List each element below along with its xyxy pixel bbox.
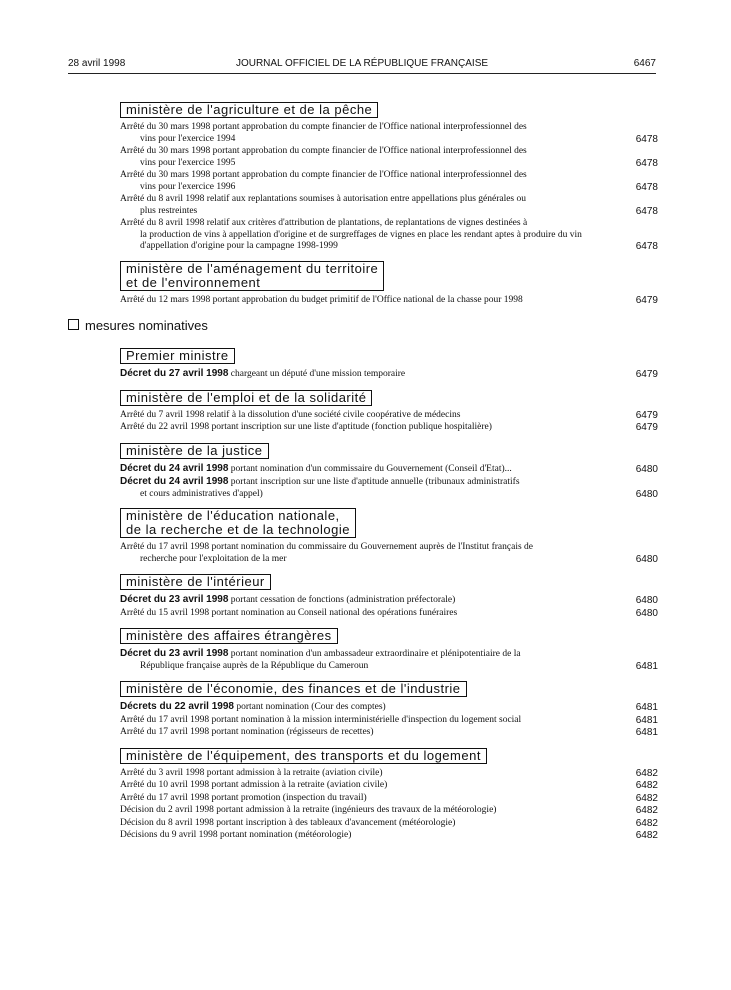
entry-text (120, 701, 606, 714)
section-title-box (120, 508, 356, 538)
entry-page-number: 6479 (635, 409, 658, 421)
section-title-line: ministère de l'emploi et de la solidarité (126, 389, 367, 405)
entry-main-text: portant inscription sur une liste d'aptitude annuelle (tribunaux administratifs (228, 477, 520, 487)
entry-text (120, 463, 606, 476)
entry-page-number: 6478 (635, 133, 658, 145)
entry-text (120, 830, 606, 842)
section-title-box (120, 681, 467, 697)
section-title-box (120, 102, 378, 118)
section-title-line: ministère de l'économie, des finances et de l'industrie (126, 681, 461, 696)
summary-entry (68, 122, 658, 145)
summary-entry (68, 218, 658, 253)
entry-main-text: Arrêté du 17 avril 1998 portant nomination à la mission interministérielle d'inspection du logement social (120, 714, 522, 725)
entry-main-text: portant nomination (Cour des comptes) (233, 702, 386, 712)
entry-main-text: Arrêté du 8 avril 1998 relatif aux critères d'attribution de plantations, de replantations de vignes destinées à (120, 218, 528, 228)
summary-entry (68, 648, 658, 672)
section-ministere-de-l-economie-des-finances-et- (68, 680, 658, 739)
entry-continuation: vins pour l'exercice 1996 (140, 181, 236, 192)
entry-main-text: Décision du 8 avril 1998 portant inscription à des tableaux d'avancement (météorologie) (120, 817, 456, 828)
section-title-line: ministère de l'agriculture et de la pêche (126, 102, 373, 117)
summary-entry (68, 768, 658, 780)
section-title-box (120, 348, 235, 364)
entry-page-number: 6479 (635, 294, 658, 306)
section-title-line: ministère des affaires étrangères (126, 628, 332, 643)
section-ministere-des-affaires-etrangeres (68, 627, 658, 672)
entry-text (120, 542, 606, 565)
summary-content (68, 101, 658, 850)
section-ministere-de-l-interieur (68, 573, 658, 619)
summary-entry (68, 793, 658, 805)
section-title-line: ministère de l'aménagement du territoire (126, 260, 379, 276)
summary-entry (68, 194, 658, 217)
section-ministere-de-la-justice (68, 442, 658, 501)
summary-entry (68, 780, 658, 792)
entry-text (120, 218, 606, 253)
entry-text (120, 410, 606, 422)
entry-main-text: Décisions du 9 avril 1998 portant nomination (météorologie) (120, 830, 352, 840)
entry-page-number: 6478 (635, 157, 658, 169)
entry-main-text: chargeant un député d'une mission temporaire (228, 369, 406, 379)
summary-entry (68, 830, 658, 842)
entry-bold-lead: Décret du 23 avril 1998 (120, 594, 229, 605)
entry-text (120, 768, 606, 780)
summary-entry (68, 368, 658, 381)
entry-text (120, 146, 606, 169)
section-title-line: ministère de la justice (126, 442, 263, 458)
entry-main-text: Décision du 2 avril 1998 portant admission à la retraite (ingénieurs des travaux de la météorologie) (120, 805, 497, 815)
entry-page-number: 6481 (635, 727, 658, 738)
entry-text (120, 476, 606, 500)
entry-main-text: portant nomination d'un commissaire du Gouvernement (Conseil d'Etat)... (228, 463, 512, 474)
section-title-box (120, 261, 384, 291)
entry-main-text: Arrêté du 12 mars 1998 portant approbation du budget primitif de l'Office national de la chasse pour 1998 (120, 294, 523, 305)
entry-main-text: portant cessation de fonctions (administration préfectorale) (228, 595, 456, 605)
entry-main-text: Arrêté du 10 avril 1998 portant admission à la retraite (aviation civile) (120, 780, 388, 790)
section-ministere-de-l-amenagement-du-territoire (68, 261, 658, 307)
mesures-title: mesures nominatives (85, 318, 208, 333)
entry-text (120, 715, 606, 727)
summary-entry (68, 476, 658, 500)
entry-page-number: 6480 (635, 463, 658, 475)
entry-text (120, 648, 606, 672)
entry-page-number: 6478 (635, 205, 658, 217)
entry-page-number: 6479 (635, 369, 658, 380)
summary-entry (68, 422, 658, 434)
mesures-nominatives-heading (68, 318, 658, 333)
entry-main-text: Arrêté du 22 avril 1998 portant inscription sur une liste d'aptitude (fonction publique hospitalière) (120, 422, 492, 432)
entry-continuation: et cours administratives d'appel) (140, 488, 263, 499)
summary-entry (68, 410, 658, 422)
entry-text (120, 780, 606, 792)
entry-page-number: 6482 (635, 805, 658, 816)
entry-main-text: Arrêté du 15 avril 1998 portant nomination au Conseil national des opérations funéraires (120, 607, 458, 618)
section-title-line: et de l'environnement (126, 274, 261, 290)
entry-continuation: recherche pour l'exploitation de la mer (140, 553, 287, 564)
summary-entry (68, 146, 658, 169)
entry-page-number: 6481 (635, 660, 658, 672)
page-header (68, 58, 656, 72)
entry-page-number: 6482 (635, 767, 658, 779)
section-ministere-de-l-equipement-des-transports (68, 747, 658, 842)
summary-entry (68, 727, 658, 739)
section-title-line: ministère de l'éducation nationale, (126, 508, 340, 523)
header-rule (68, 73, 656, 74)
entry-main-text: Arrêté du 30 mars 1998 portant approbation du compte financier de l'Office national interprofessionnel des (120, 146, 527, 156)
summary-entry (68, 542, 658, 565)
entry-continuation: plus restreintes (140, 205, 198, 216)
summary-entry (68, 805, 658, 817)
summary-entry (68, 715, 658, 727)
section-title-line: de la recherche et de la technologie (126, 522, 350, 537)
entry-continuation: vins pour l'exercice 1994 (140, 133, 236, 144)
entry-page-number: 6478 (635, 181, 658, 193)
summary-entry (68, 170, 658, 193)
nominative-sections (68, 347, 658, 842)
entry-main-text: Arrêté du 7 avril 1998 relatif à la dissolution d'une société civile coopérative de médecins (120, 409, 461, 420)
entry-text (120, 594, 606, 607)
entry-bold-lead: Décrets du 22 avril 1998 (120, 701, 234, 712)
header-page-number: 6467 (633, 58, 656, 69)
summary-entry (68, 818, 658, 830)
entry-page-number: 6482 (635, 792, 658, 804)
entry-text (120, 295, 606, 307)
entry-bold-lead: Décret du 24 avril 1998 (120, 476, 229, 487)
entry-main-text: Arrêté du 30 mars 1998 portant approbation du compte financier de l'Office national interprofessionnel des (120, 122, 527, 132)
entry-main-text: Arrêté du 8 avril 1998 relatif aux replantations soumises à autorisation entre appellations plus générales ou (120, 194, 527, 204)
entry-page-number: 6480 (635, 607, 658, 619)
entry-page-number: 6480 (635, 488, 658, 500)
entry-bold-lead: Décret du 23 avril 1998 (120, 648, 229, 659)
section-title-box (120, 443, 269, 459)
entry-page-number: 6481 (635, 714, 658, 726)
entry-text (120, 368, 606, 381)
summary-entry (68, 594, 658, 607)
summary-entry (68, 701, 658, 714)
header-journal-title: JOURNAL OFFICIEL DE LA RÉPUBLIQUE FRANÇAISE (235, 58, 489, 69)
entry-main-text: Arrêté du 3 avril 1998 portant admission à la retraite (aviation civile) (120, 767, 383, 778)
entry-main-text: Arrêté du 30 mars 1998 portant approbation du compte financier de l'Office national interprofessionnel des (120, 170, 527, 180)
section-premier-ministre (68, 347, 658, 381)
header-date: 28 avril 1998 (68, 58, 126, 69)
entry-main-text: Arrêté du 17 avril 1998 portant nomination du commissaire du Gouvernement auprès de l'Institut français de (120, 542, 534, 552)
entry-continuation: la production de vins à appellation d'origine et de surgreffages de vignes en place les rendant aptes à produire du vin d'appellation d'origine pour la campagne 1998-1999 (140, 229, 582, 251)
entry-page-number: 6479 (635, 422, 658, 433)
summary-entry (68, 463, 658, 476)
entry-page-number: 6481 (635, 702, 658, 713)
entry-page-number: 6480 (635, 553, 658, 565)
entry-continuation: vins pour l'exercice 1995 (140, 157, 236, 168)
entry-continuation: République française auprès de la République du Cameroun (140, 660, 369, 671)
entry-text (120, 608, 606, 620)
section-title-box (120, 748, 487, 764)
section-title-line: ministère de l'intérieur (126, 574, 265, 589)
entry-page-number: 6482 (635, 780, 658, 791)
entry-text (120, 170, 606, 193)
section-title-box (120, 628, 338, 644)
entry-bold-lead: Décret du 27 avril 1998 (120, 368, 229, 379)
section-title-box (120, 574, 271, 590)
general-sections (68, 101, 658, 306)
section-ministere-de-l-education-nationale (68, 508, 658, 565)
section-ministere-de-l-emploi-et-de-la-solidarit (68, 389, 658, 434)
entry-text (120, 727, 606, 739)
section-title-box (120, 390, 372, 406)
entry-text (120, 805, 606, 817)
section-title-line: ministère de l'équipement, des transports et du logement (126, 747, 481, 763)
entry-page-number: 6482 (635, 817, 658, 829)
entry-text (120, 793, 606, 805)
entry-page-number: 6478 (635, 241, 658, 252)
section-title-line: Premier ministre (126, 348, 229, 363)
entry-main-text: Arrêté du 17 avril 1998 portant promotion (inspection du travail) (120, 792, 367, 803)
summary-entry (68, 295, 658, 307)
entry-page-number: 6480 (635, 595, 658, 606)
entry-page-number: 6482 (635, 830, 658, 841)
entry-main-text: portant nomination d'un ambassadeur extraordinaire et plénipotentiaire de la (228, 649, 521, 659)
section-ministere-de-l-agriculture-et-de-la-pech (68, 101, 658, 253)
checkbox-icon (68, 319, 79, 330)
entry-text (120, 818, 606, 830)
summary-entry (68, 608, 658, 620)
entry-text (120, 194, 606, 217)
entry-text (120, 122, 606, 145)
entry-main-text: Arrêté du 17 avril 1998 portant nomination (régisseurs de recettes) (120, 727, 374, 737)
entry-bold-lead: Décret du 24 avril 1998 (120, 462, 229, 474)
entry-text (120, 422, 606, 434)
